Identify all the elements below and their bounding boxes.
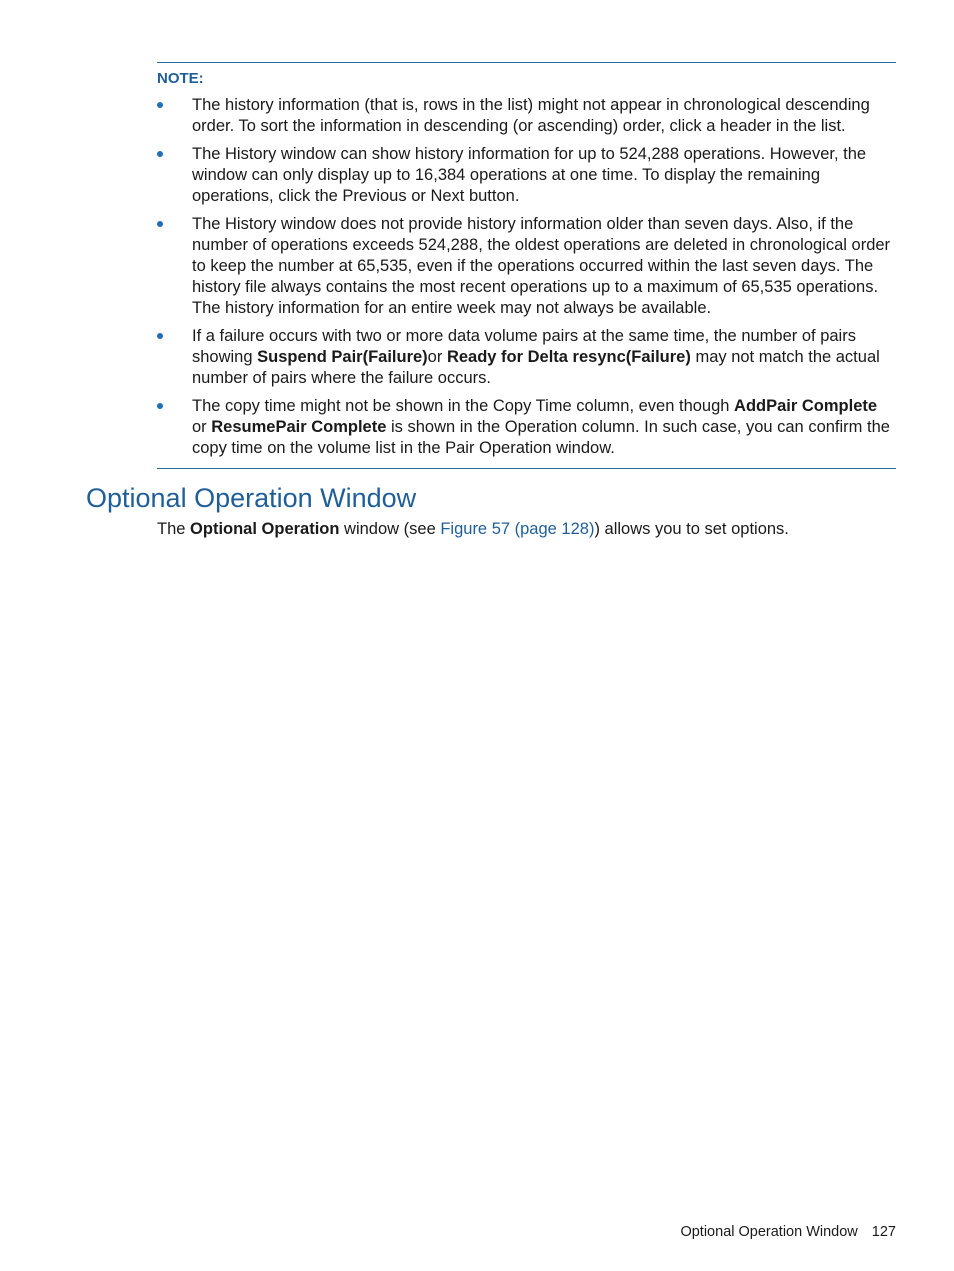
note-box — [157, 62, 896, 469]
bullet-icon — [157, 102, 163, 108]
intro-bold-term: Optional Operation — [190, 520, 340, 538]
note-item-text: may not match the actual number of pairs where the failure occurs. — [192, 348, 880, 387]
note-item-text: The copy time might not be shown in the Copy Time column, even though — [192, 397, 735, 415]
page-number: 127 — [871, 1224, 896, 1240]
note-item-text: The History window can show history information for up to 524,288 operations. However, the window can only display up to 16,384 operations at one time. To display the remaining operations, click the Previous or Next button. — [192, 145, 867, 205]
intro-mid: window (see — [339, 520, 441, 538]
footer-running-title: Optional Operation Window — [680, 1224, 858, 1240]
bullet-icon — [157, 333, 163, 339]
note-item-text: or — [427, 348, 447, 366]
note-item-text: is shown in the Operation column. In such case, you can confirm the copy time on the volume list in the Pair Operation window. — [192, 418, 890, 457]
note-item-text: The History window does not provide history information older than seven days. Also, if the number of operations exceeds 524,288, the oldest operations are deleted in chronological order to keep the number at 65,535, even if the operations occurred within the last seven days. The history file always contains the most recent operations up to a maximum of 65,535 operations. The history information for an entire week may not always be available. — [192, 215, 891, 317]
note-item — [157, 396, 896, 459]
note-item-text: The history information (that is, rows in the list) might not appear in chronological descending order. To sort the information in descending (or ascending) order, click a header in the list. — [192, 96, 870, 135]
note-item — [157, 214, 896, 319]
note-item — [157, 326, 896, 389]
note-item-bold-text: ResumePair Complete — [211, 418, 387, 436]
bullet-icon — [157, 151, 163, 157]
note-label: NOTE: — [157, 70, 204, 87]
intro-suffix: ) allows you to set options. — [594, 520, 789, 538]
section-title: Optional Operation Window — [86, 483, 417, 513]
page-footer — [680, 1222, 896, 1242]
figure-link[interactable]: Figure 57 (page 128) — [440, 520, 595, 538]
note-item-bold-text: Suspend Pair(Failure) — [257, 348, 428, 366]
note-item-bold-text: AddPair Complete — [734, 397, 878, 415]
intro-paragraph — [157, 518, 896, 540]
note-item-text: If a failure occurs with two or more data volume pairs at the same time, the number of pairs showing — [192, 327, 856, 366]
note-list — [157, 95, 896, 459]
bullet-icon — [157, 221, 163, 227]
note-item-bold-text: Ready for Delta resync(Failure) — [446, 348, 691, 366]
note-item — [157, 144, 896, 207]
note-item — [157, 95, 896, 137]
intro-prefix: The — [157, 520, 191, 538]
bullet-icon — [157, 403, 163, 409]
note-item-text: or — [192, 418, 212, 436]
